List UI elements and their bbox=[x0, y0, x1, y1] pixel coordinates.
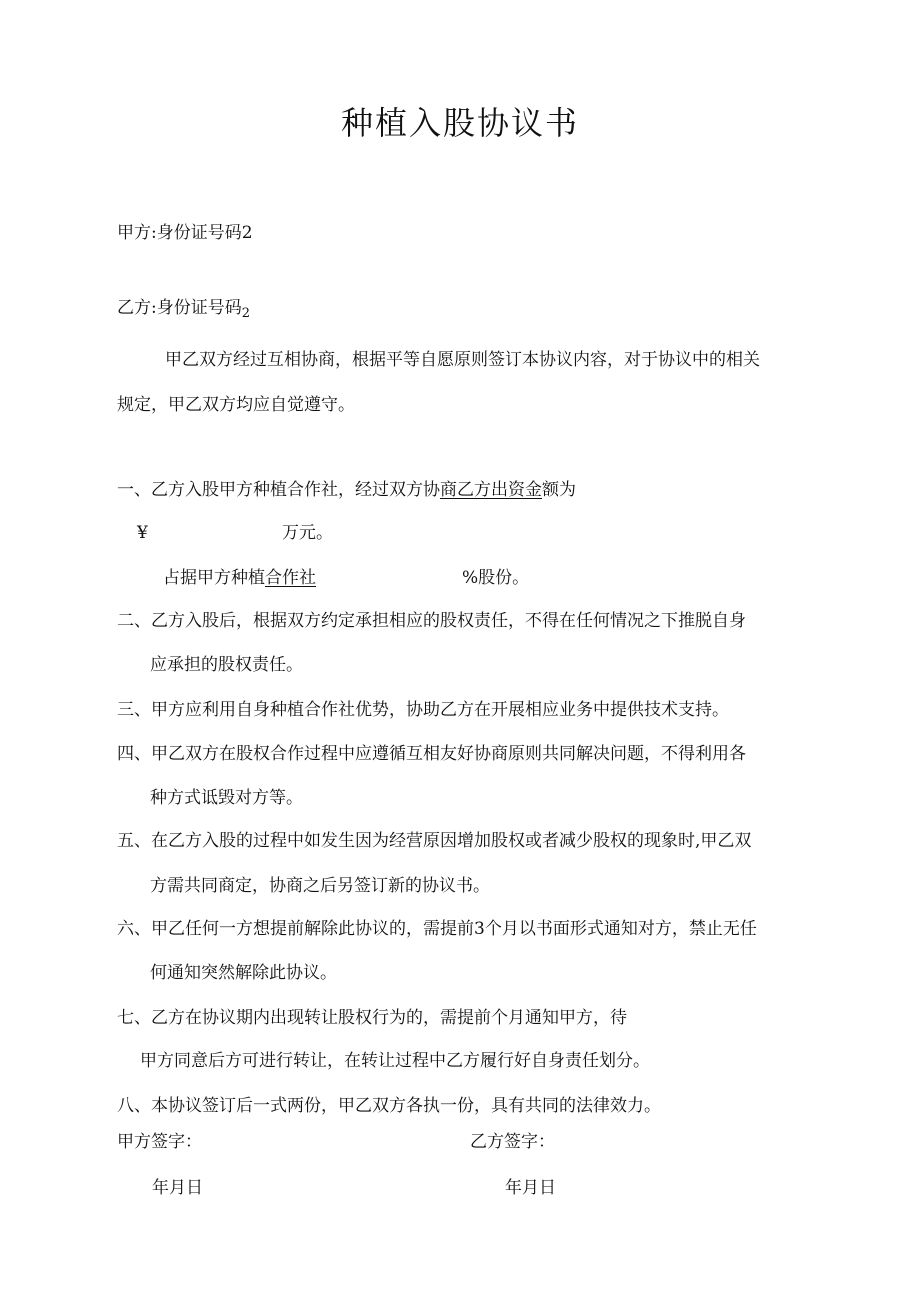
party-b-date: 年月日 bbox=[505, 1178, 556, 1198]
clause-1-text: 一、乙方入股甲方种植合作社，经过双方协 bbox=[117, 480, 440, 500]
party-b-label: 乙方: bbox=[117, 298, 157, 318]
party-a-signature-label: 甲方签字： bbox=[117, 1132, 202, 1152]
clause-1-underlined: 商乙方出资金 bbox=[440, 480, 542, 500]
document-title: 种植入股协议书 bbox=[340, 104, 579, 142]
clause-1-share-prefix: 占据甲方种植 bbox=[163, 568, 265, 588]
party-a-line bbox=[117, 225, 253, 242]
clause-1-share-suffix: %股份。 bbox=[462, 568, 530, 588]
party-a-id-suffix: 2 bbox=[241, 223, 253, 243]
party-b-line bbox=[117, 298, 251, 321]
clause-4-line-1: 四、甲乙双方在股权合作过程中应遵循互相友好协商原则共同解决问题，不得利用各 bbox=[117, 744, 746, 764]
intro-line-2: 规定，甲乙双方均应自觉遵守。 bbox=[117, 395, 355, 415]
clause-6-line-1: 六、甲乙任何一方想提前解除此协议的，需提前3个月以书面形式通知对方，禁止无任 bbox=[117, 919, 757, 939]
clause-2-line-2: 应承担的股权责任。 bbox=[150, 655, 303, 675]
clause-6-line-2: 何通知突然解除此协议。 bbox=[150, 963, 337, 983]
clause-3-line-1: 三、甲方应利用自身种植合作社优势，协助乙方在开展相应业务中提供技术支持。 bbox=[117, 700, 729, 720]
clause-7-line-2: 甲方同意后方可进行转让，在转让过程中乙方履行好自身责任划分。 bbox=[140, 1051, 650, 1071]
intro-line-1: 甲乙双方经过互相协商，根据平等自愿原则签订本协议内容，对于协议中的相关 bbox=[165, 350, 760, 370]
party-a-date: 年月日 bbox=[152, 1178, 203, 1198]
party-a-id-label: 身份证号码 bbox=[156, 223, 242, 243]
clause-1-share-underlined: 合作社 bbox=[265, 568, 316, 588]
party-a-label: 甲方: bbox=[117, 223, 157, 243]
clause-1-line-1 bbox=[117, 482, 576, 499]
clause-1-currency: ¥ bbox=[137, 523, 148, 543]
clause-5-line-1: 五、在乙方入股的过程中如发生因为经营原因增加股权或者减少股权的现象时,甲乙双 bbox=[117, 831, 752, 851]
clause-4-line-2: 种方式诋毁对方等。 bbox=[150, 788, 303, 808]
clause-1-text-end: 额为 bbox=[542, 480, 576, 500]
party-b-id-suffix: 2 bbox=[241, 306, 251, 321]
clause-8-line-1: 八、本协议签订后一式两份，甲乙双方各执一份，具有共同的法律效力。 bbox=[117, 1096, 661, 1116]
party-b-id-label: 身份证号码 bbox=[156, 298, 242, 318]
party-b-signature-label: 乙方签字： bbox=[470, 1132, 555, 1152]
clause-1-share bbox=[163, 570, 316, 587]
clause-7-line-1: 七、乙方在协议期内出现转让股权行为的，需提前个月通知甲方，待 bbox=[117, 1008, 627, 1028]
clause-2-line-1: 二、乙方入股后，根据双方约定承担相应的股权责任，不得在任何情况之下推脱自身 bbox=[117, 611, 746, 631]
clause-5-line-2: 方需共同商定，协商之后另签订新的协议书。 bbox=[150, 876, 490, 896]
clause-1-amount-unit: 万元。 bbox=[282, 523, 333, 543]
